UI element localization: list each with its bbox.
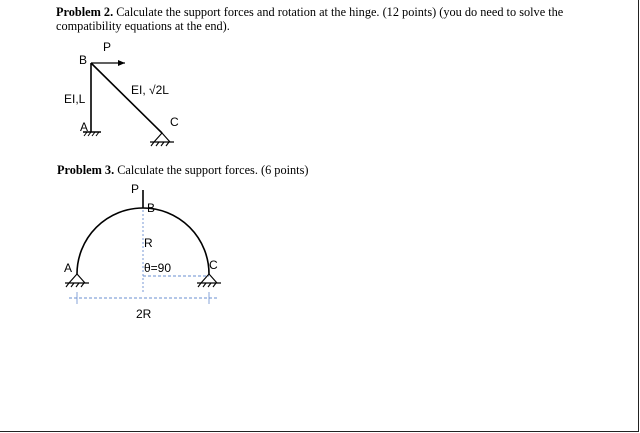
label-p: P <box>103 40 112 54</box>
label-c: C <box>170 115 179 129</box>
label-span: 2R <box>136 307 152 321</box>
arch <box>77 208 209 274</box>
label-b: B <box>147 201 156 215</box>
problem-3-number: Problem 3. <box>57 163 115 177</box>
label-a: A <box>80 120 89 134</box>
problem-2-text: Calculate the support forces and rotation at the hinge. (12 points) (you do need to solve the compatibility equations at the end). <box>56 5 564 33</box>
label-c: C <box>209 258 218 272</box>
label-b: B <box>79 53 88 67</box>
label-angle: θ=90 <box>144 261 172 275</box>
problem-2-number: Problem 2. <box>56 5 114 19</box>
pin-support-a <box>65 274 89 287</box>
label-radius: R <box>144 236 153 250</box>
problem-3-text: Calculate the support forces. (6 points) <box>117 163 309 177</box>
label-diag-stiffness: EI, √2L <box>131 83 169 97</box>
label-p: P <box>131 182 140 196</box>
label-a: A <box>64 261 73 275</box>
label-col-stiffness: EI,L <box>64 92 86 106</box>
